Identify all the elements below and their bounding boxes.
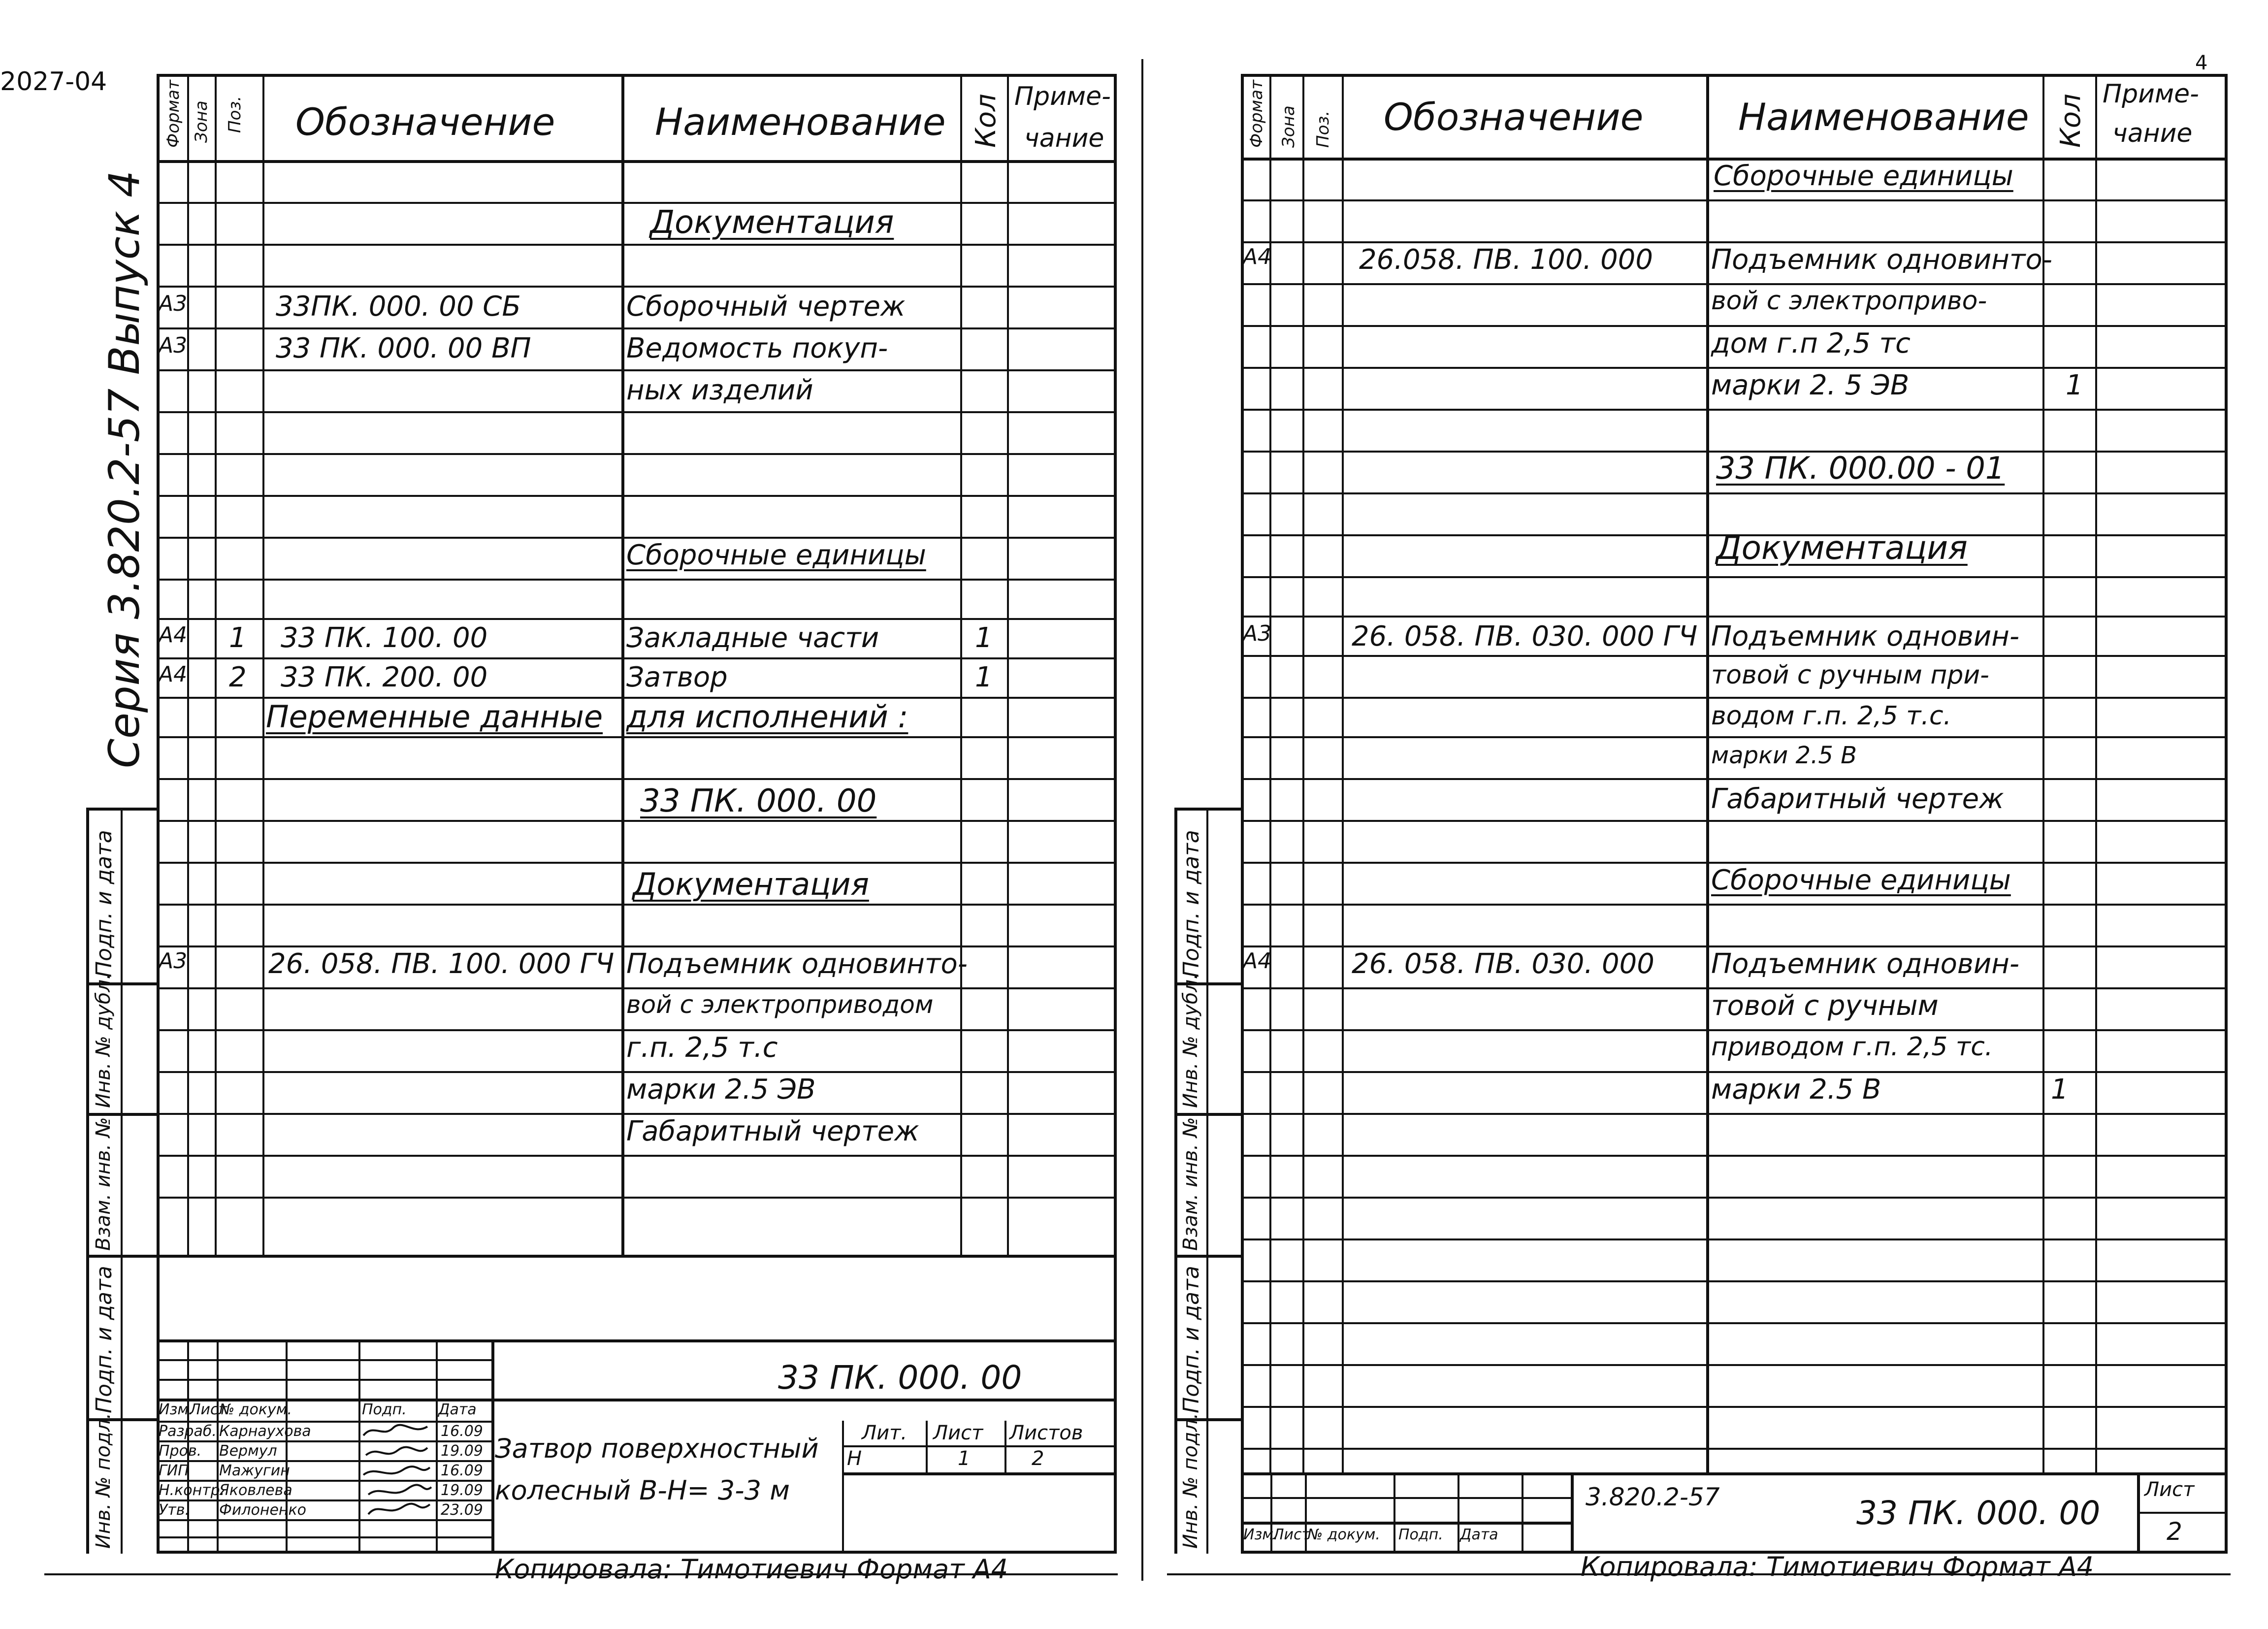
row-designation: Переменные данные — [266, 699, 603, 735]
stamp-col-head: № докум. — [1307, 1526, 1380, 1543]
stamp-sheets: 2 — [1032, 1447, 1044, 1470]
stamp-role: Н.контр. — [159, 1482, 225, 1499]
side-label: Взам. инв. № — [1179, 1117, 1202, 1251]
header-qty: Кол — [970, 94, 1002, 148]
row-designation: 26. 058. ПВ. 030. 000 — [1352, 948, 1654, 980]
side-label: Взам. инв. № — [92, 1117, 115, 1251]
series-title: Серия 3.820.2-57 Выпуск 4 — [100, 170, 149, 768]
row-name: марки 2.5 В — [1711, 742, 1857, 769]
row-name: Сборочные единицы — [1711, 864, 2011, 896]
row-name: марки 2.5 ЭВ — [626, 1074, 816, 1106]
row-designation: 33ПК. 000. 00 СБ — [276, 291, 521, 323]
doc-code: 2027-04 — [0, 67, 107, 97]
stamp-col-head: Подп. — [1398, 1526, 1443, 1543]
row-name: Сборочные единицы — [626, 539, 926, 571]
row-name: Документация — [650, 204, 894, 241]
row-format: А3 — [159, 948, 188, 974]
header-pos: Поз. — [1313, 110, 1333, 148]
stamp-doc-number: 33 ПК. 000. 00 — [1856, 1494, 2101, 1532]
signatures — [358, 1421, 436, 1519]
row-name: марки 2.5 В — [1711, 1074, 1881, 1106]
stamp-col-head: Дата — [438, 1401, 477, 1418]
stamp-role: Утв. — [159, 1501, 190, 1519]
row-format: А4 — [159, 622, 188, 648]
row-name: 33 ПК. 000. 00 — [640, 783, 877, 819]
row-designation: 26. 058. ПВ. 100. 000 ГЧ — [268, 948, 615, 980]
header-designation: Обозначение — [295, 100, 555, 144]
stamp-sheet-label: Лист — [2144, 1478, 2195, 1501]
row-designation: 26.058. ПВ. 100. 000 — [1359, 244, 1653, 276]
row-name: Габаритный чертеж — [626, 1115, 919, 1147]
stamp-col-head: Лист — [1273, 1526, 1311, 1543]
stamp-person: Мажугин — [219, 1462, 290, 1479]
stamp-title-2: колесный В-Н= 3-3 м — [495, 1475, 790, 1506]
stamp-col-head: Изм. — [1243, 1526, 1278, 1543]
row-name: вой с электроприво- — [1711, 286, 1987, 316]
stamp-date: 19.09 — [441, 1442, 483, 1460]
stamp-series: 3.820.2-57 — [1586, 1483, 1720, 1511]
row-qty: 1 — [2066, 369, 2083, 401]
side-label: Инв. № дубл. — [92, 973, 115, 1108]
row-name: Подъемник одновин- — [1711, 620, 2020, 652]
side-label: Инв. № подл. — [1179, 1413, 1202, 1549]
row-name: ных изделий — [626, 374, 813, 406]
header-note-2: чание — [2112, 119, 2193, 148]
stamp-date: 23.09 — [441, 1501, 483, 1519]
stamp-col-head: Лист — [190, 1401, 227, 1418]
stamp-sheets-label: Листов — [1009, 1422, 1083, 1444]
row-pos: 1 — [229, 622, 247, 654]
side-label: Инв. № подл. — [92, 1413, 115, 1549]
side-label: Подп. и дата — [92, 1266, 117, 1413]
header-note-2: чание — [1024, 124, 1104, 153]
row-name: Затвор — [626, 661, 728, 693]
header-pos: Поз. — [225, 96, 245, 133]
row-format: А4 — [159, 662, 188, 687]
row-name: марки 2. 5 ЭВ — [1711, 369, 1910, 401]
stamp-col-head: Дата — [1460, 1526, 1498, 1543]
side-label: Подп. и дата — [1179, 1266, 1204, 1413]
row-designation: 33 ПК. 000. 00 ВП — [276, 332, 531, 364]
row-pos: 2 — [229, 661, 247, 693]
row-designation: 33 ПК. 200. 00 — [281, 661, 488, 693]
row-name: для исполнений : — [626, 699, 908, 735]
header-note-1: Приме- — [1014, 82, 1111, 111]
row-name: Документация — [633, 866, 869, 902]
side-label: Подп. и дата — [92, 830, 117, 977]
stamp-sheet: 2 — [2167, 1517, 2182, 1546]
stamp-sheet-label: Лист — [933, 1422, 983, 1444]
stamp-role: ГИП — [159, 1462, 189, 1479]
header-format: Формат — [1247, 80, 1266, 148]
row-name: товой с ручным при- — [1711, 660, 1989, 690]
row-name: водом г.п. 2,5 т.с. — [1711, 701, 1952, 731]
side-label: Инв. № дубл. — [1179, 973, 1202, 1108]
row-qty: 1 — [2051, 1074, 2069, 1106]
side-label: Подп. и дата — [1179, 830, 1204, 977]
header-name: Наименование — [1738, 95, 2029, 139]
stamp-doc-number: 33 ПК. 000. 00 — [778, 1359, 1022, 1397]
page-number: 4 — [2195, 52, 2208, 74]
stamp-col-head: № докум. — [219, 1401, 292, 1418]
stamp-date: 16.09 — [441, 1423, 483, 1440]
stamp-col-head: Подп. — [362, 1401, 407, 1418]
row-format: А3 — [159, 291, 188, 316]
row-format: А3 — [1243, 621, 1272, 646]
header-zone: Зона — [1279, 105, 1298, 148]
header-note-1: Приме- — [2103, 79, 2199, 109]
row-format: А4 — [1243, 948, 1272, 974]
footer-copyist: Копировала: Тимотиевич Формат А4 — [495, 1554, 1008, 1585]
row-name: Подъемник одновинто- — [1711, 244, 2052, 276]
stamp-person: Вермул — [219, 1442, 277, 1460]
header-zone: Зона — [192, 100, 211, 143]
row-format: А4 — [1243, 244, 1272, 269]
row-name: Сборочный чертеж — [626, 291, 906, 323]
row-name: дом г.п 2,5 тс — [1711, 327, 1911, 359]
row-format: А3 — [159, 333, 188, 358]
header-format: Формат — [163, 80, 183, 148]
stamp-date: 19.09 — [441, 1482, 483, 1499]
row-name: г.п. 2,5 т.с — [626, 1032, 778, 1064]
row-name: Габаритный чертеж — [1711, 783, 2004, 815]
stamp-person: Филоненко — [219, 1501, 307, 1519]
row-name: 33 ПК. 000.00 - 01 — [1716, 450, 2005, 486]
row-name: Подъемник одновинто- — [626, 948, 968, 980]
row-name: Документация — [1716, 529, 1968, 567]
stamp-role: Разраб. — [159, 1423, 217, 1440]
stamp-col-head: Изм. — [159, 1401, 194, 1418]
row-name: товой с ручным — [1711, 990, 1939, 1022]
row-qty: 1 — [975, 622, 993, 654]
stamp-person: Карнаухова — [219, 1423, 311, 1440]
stamp-date: 16.09 — [441, 1462, 483, 1479]
row-name: Сборочные единицы — [1714, 160, 2013, 192]
row-qty: 1 — [975, 661, 993, 693]
stamp-title-1: Затвор поверхностный — [495, 1433, 819, 1464]
stamp-sheet: 1 — [958, 1447, 971, 1470]
stamp-lit-label: Лит. — [862, 1422, 907, 1444]
row-designation: 26. 058. ПВ. 030. 000 ГЧ — [1352, 620, 1698, 652]
footer-copyist: Копировала: Тимотиевич Формат А4 — [1581, 1551, 2094, 1582]
stamp-lit: Н — [847, 1447, 862, 1470]
row-name: приводом г.п. 2,5 тс. — [1711, 1032, 1993, 1062]
header-name: Наименование — [655, 100, 946, 144]
stamp-role: Пров. — [159, 1442, 202, 1460]
row-name: Ведомость покуп- — [626, 332, 888, 364]
row-designation: 33 ПК. 100. 00 — [281, 622, 488, 654]
header-qty: Кол — [2055, 94, 2087, 148]
row-name: Закладные части — [626, 622, 879, 654]
row-name: Подъемник одновин- — [1711, 948, 2020, 980]
header-designation: Обозначение — [1384, 95, 1644, 139]
stamp-person: Яковлева — [219, 1482, 292, 1499]
row-name: вой с электроприводом — [626, 990, 934, 1019]
